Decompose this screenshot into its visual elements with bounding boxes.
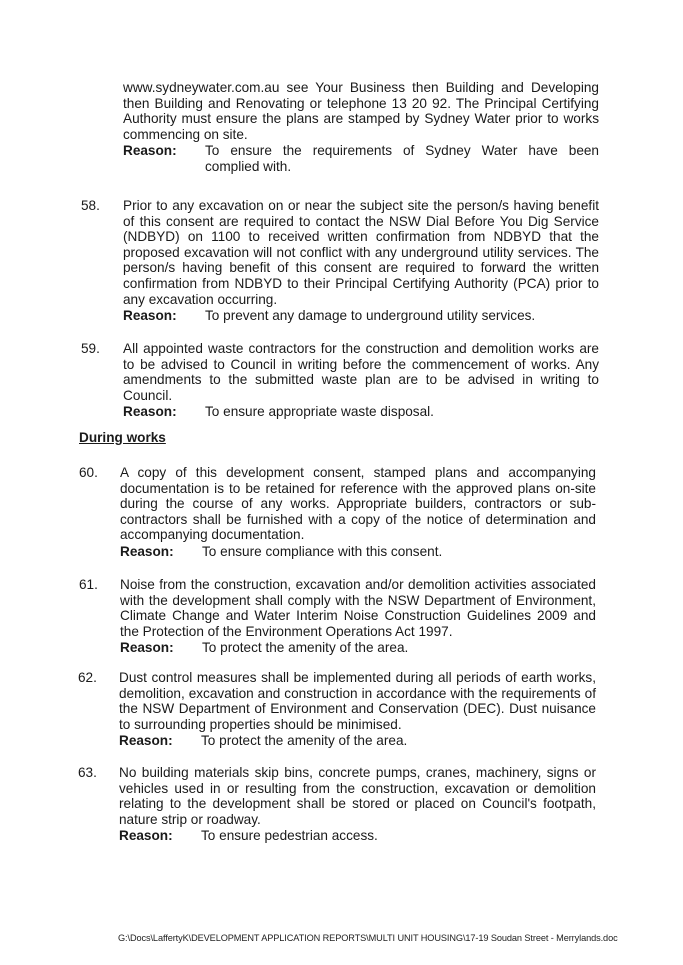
reason-text: To prevent any damage to underground utility services. <box>205 308 536 324</box>
reason-label: Reason: <box>119 828 173 844</box>
condition-number: 62. <box>78 670 97 685</box>
condition-number: 60. <box>79 465 98 480</box>
condition-number: 61. <box>79 577 98 592</box>
condition-text: All appointed waste contractors for the construction and demolition works are to be advised to Council in writing before the commencement of works. Any amendments to the submitted waste plan are to be advised in writing to Council. <box>123 341 599 403</box>
intro-text: www.sydneywater.com.au see Your Business then Building and Developing then Building and Renovating or telephone 13 20 92. The Principal Certifying Authority must ensure the plans are stamped by Sydney Water prior to works commencing on site. <box>123 80 599 142</box>
condition-59 <box>123 341 599 420</box>
reason-label: Reason: <box>119 733 173 749</box>
condition-number: 63. <box>78 765 97 780</box>
reason-text: To ensure appropriate waste disposal. <box>205 404 434 420</box>
condition-number: 59. <box>81 341 100 356</box>
condition-reason <box>119 733 596 749</box>
condition-text: A copy of this development consent, stamped plans and accompanying documentation is to be retained for reference with the approved plans on-site during the course of any works. Appropriate builders, contractors or sub-contractors shall be furnished with a copy of the notice of determination and accompanying documentation. <box>120 465 596 543</box>
reason-text: To ensure compliance with this consent. <box>202 543 443 559</box>
reason-label: Reason: <box>120 543 174 559</box>
condition-text: Prior to any excavation on or near the subject site the person/s having benefit of this consent are required to contact the NSW Dial Before You Dig Service (NDBYD) on 1100 to received written confirmation from NDBYD that the proposed excavation will not conflict with any underground utility services. The person/s having benefit of this consent are required to forward the written confirmation from NDBYD to their Principal Certifying Authority (PCA) prior to any excavation occurring. <box>123 198 599 307</box>
condition-text: Noise from the construction, excavation and/or demolition activities associated with the development shall comply with the NSW Department of Environment, Climate Change and Water Interim Noise Construction Guidelines 2009 and the Protection of the Environment Operations Act 1997. <box>120 577 596 639</box>
reason-label: Reason: <box>123 308 177 324</box>
footer-file-path: G:\Docs\LaffertyK\DEVELOPMENT APPLICATION REPORTS\MULTI UNIT HOUSING\17-19 Soudan Street - Merrylands.doc <box>118 933 618 943</box>
reason-text: To ensure pedestrian access. <box>201 828 378 844</box>
condition-number: 58. <box>81 198 100 213</box>
condition-60 <box>120 465 596 560</box>
reason-label: Reason: <box>120 640 174 656</box>
condition-reason <box>123 404 599 420</box>
condition-63 <box>119 765 596 844</box>
section-heading: During works <box>79 430 166 445</box>
reason-text: To protect the amenity of the area. <box>202 640 409 656</box>
condition-reason <box>123 308 599 324</box>
condition-reason <box>120 640 596 656</box>
reason-label: Reason: <box>123 404 177 420</box>
condition-text: Dust control measures shall be implemented during all periods of earth works, demolition, excavation and construction in accordance with the requirements of the NSW Department of Environment and Conservation (DEC). Dust nuisance to surrounding properties should be minimised. <box>119 670 596 732</box>
intro-reason <box>123 143 599 174</box>
condition-58 <box>123 198 599 324</box>
condition-61 <box>120 577 596 656</box>
condition-reason <box>119 828 596 844</box>
condition-text: No building materials skip bins, concrete pumps, cranes, machinery, signs or vehicles used in or resulting from the construction, excavation or demolition relating to the development shall be stored or placed on Council's footpath, nature strip or roadway. <box>119 765 596 827</box>
reason-label: Reason: <box>123 143 177 159</box>
reason-text: To protect the amenity of the area. <box>201 733 408 749</box>
condition-62 <box>119 670 596 749</box>
condition-reason <box>120 544 596 560</box>
intro-block <box>123 80 599 175</box>
reason-text: To ensure the requirements of Sydney Water have been complied with. <box>205 143 599 174</box>
